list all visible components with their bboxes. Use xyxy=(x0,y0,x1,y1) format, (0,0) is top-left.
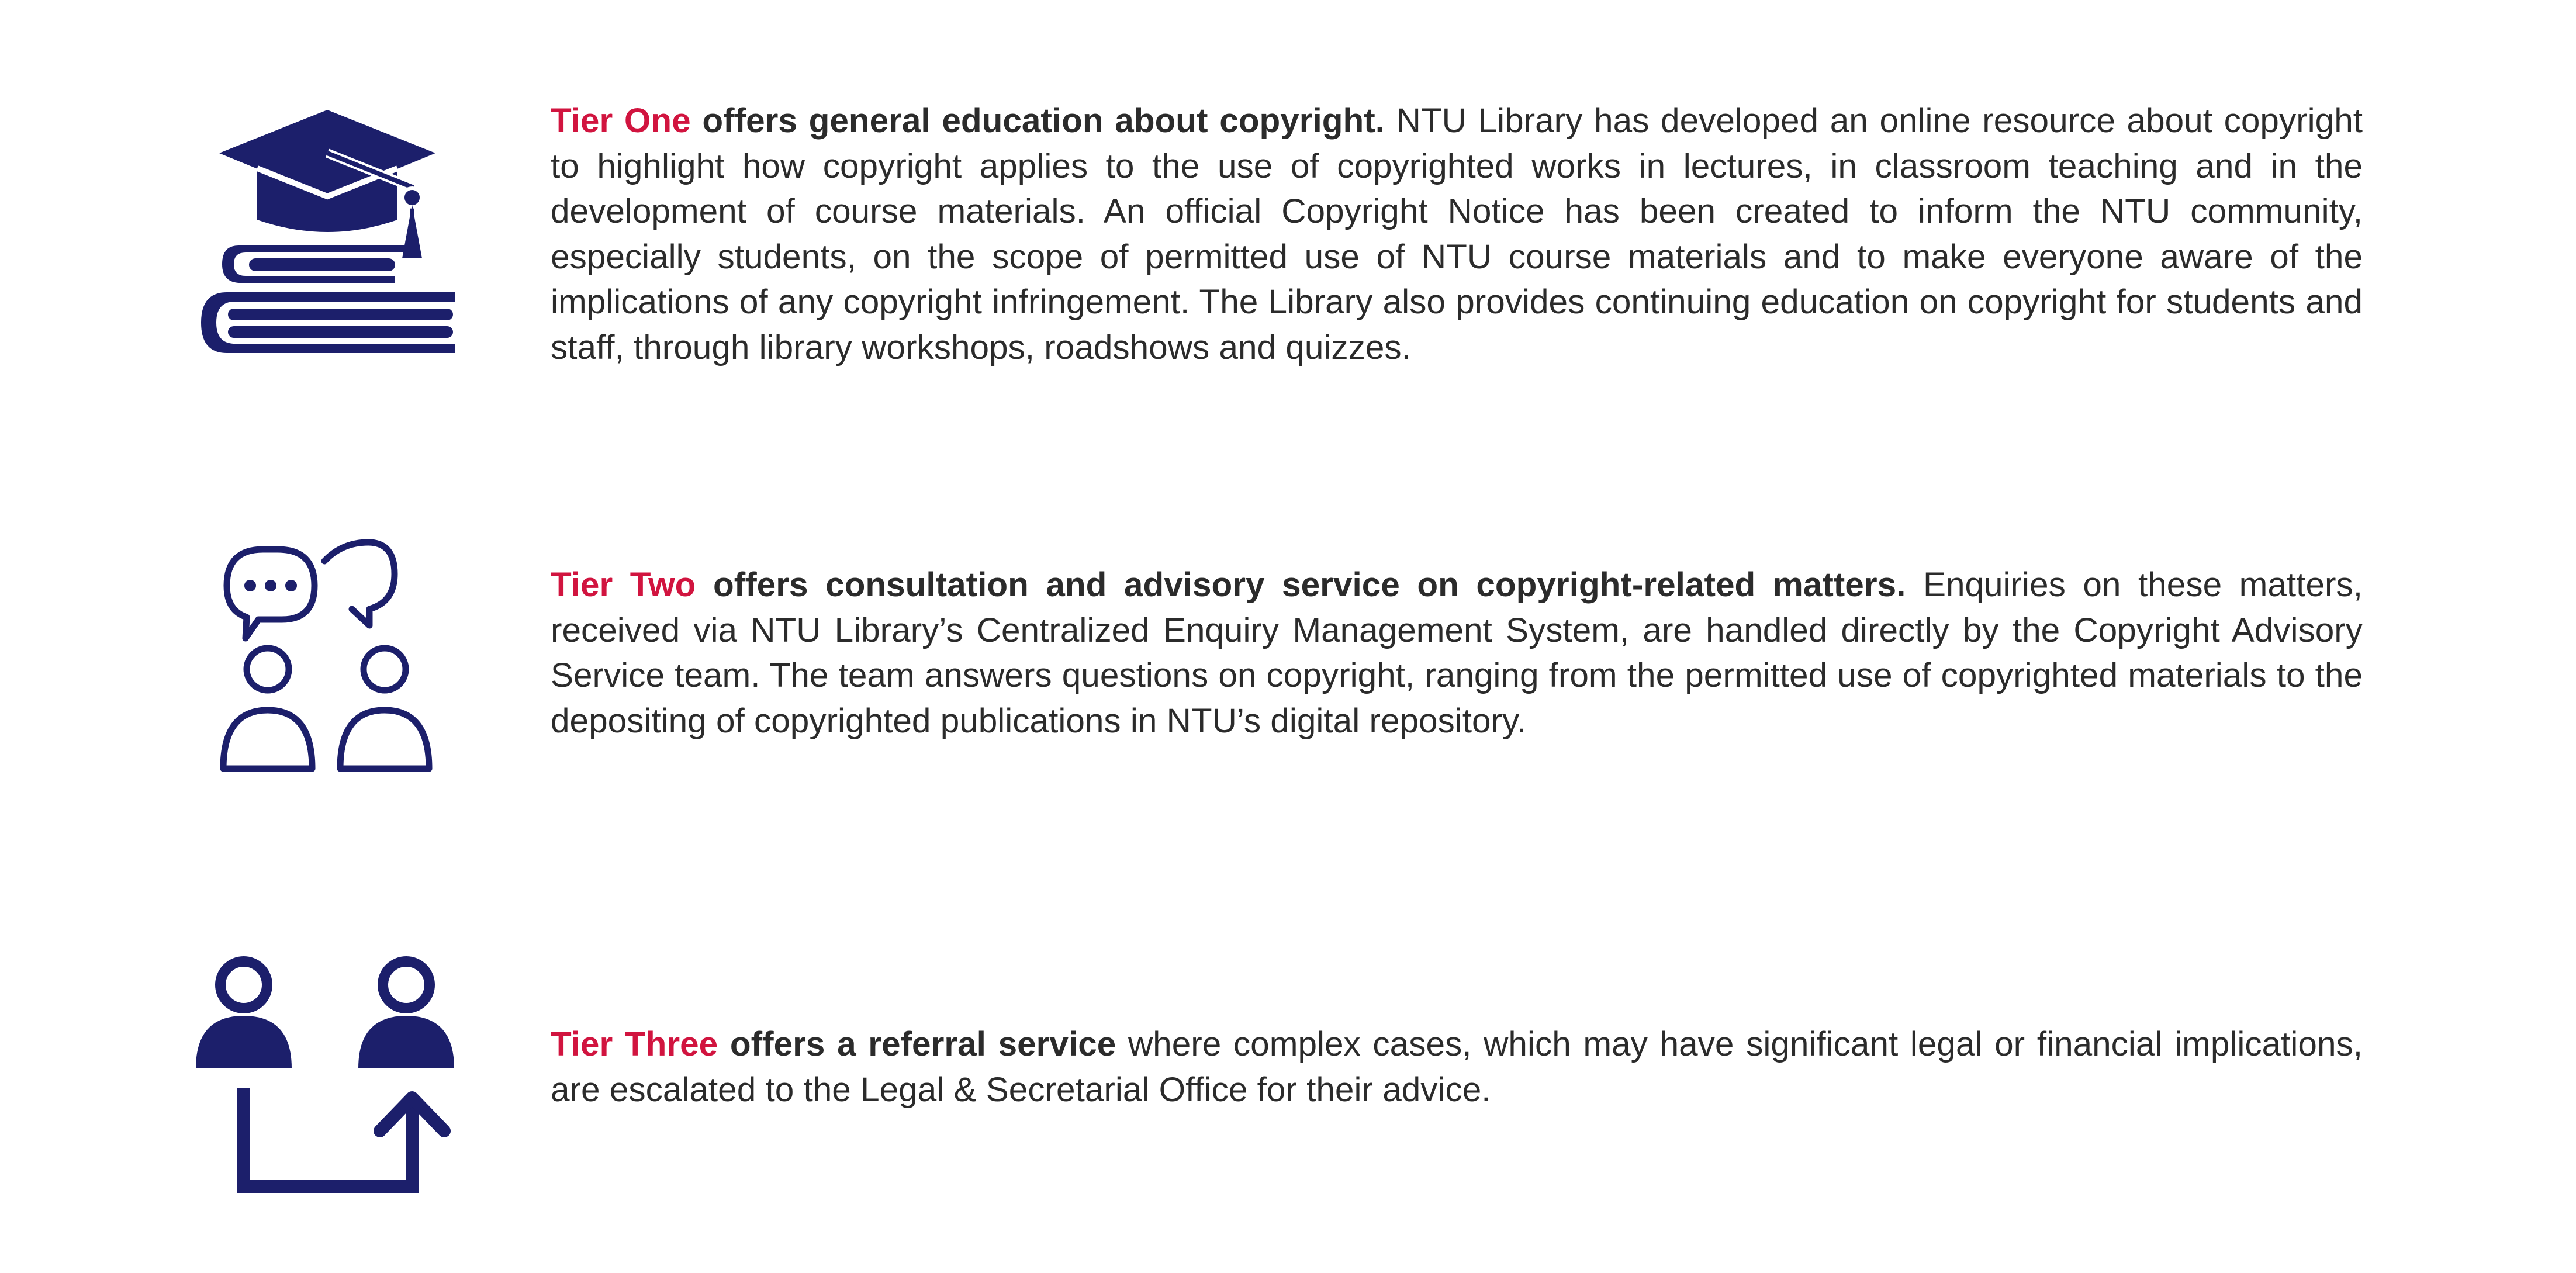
tier-one-paragraph xyxy=(551,98,2363,370)
tier-two-name: Tier Two xyxy=(551,566,696,604)
tier-one-section xyxy=(0,0,2576,409)
tier-three-name: Tier Three xyxy=(551,1025,718,1063)
tier-two-section xyxy=(0,409,2576,853)
tier-three-lead: offers a referral service xyxy=(729,1025,1116,1063)
referral-escalation-icon xyxy=(196,953,459,1198)
tier-three-body: where complex cases, which may have significant legal or financial implications, are escalated to the Legal & Secretarial Office for their advice. xyxy=(551,1025,2363,1109)
tier-three-paragraph xyxy=(551,1022,2363,1112)
consultation-people-icon xyxy=(216,538,438,772)
tier-two-body: Enquiries on these matters, received via NTU Library’s Centralized Enquiry Management System, are handled directly by the Copyright Advisory Service team. The team answers questions on copyright, ranging from the permitted use of copyrighted materials to the depositing of copyrighted publications in NTU’s digital repository. xyxy=(551,566,2363,740)
tier-two-paragraph xyxy=(551,562,2363,743)
tier-one-body: NTU Library has developed an online resource about copyright to highlight how copyright applies to the use of copyrighted works in lectures, in classroom teaching and in the development of course materials. An official Copyright Notice has been created to inform the NTU community, especially students, on the scope of permitted use of NTU course materials and to make everyone aware of the implications of any copyright infringement. The Library also provides continuing education on copyright for students and staff, through library workshops, roadshows and quizzes. xyxy=(551,102,2363,366)
tier-one-lead: offers general education about copyright. xyxy=(702,102,1385,140)
tier-three-section xyxy=(0,853,2576,1273)
tier-two-lead: offers consultation and advisory service on copyright-related matters. xyxy=(713,566,1906,604)
graduation-cap-books-icon xyxy=(193,105,462,368)
tier-one-name: Tier One xyxy=(551,102,691,140)
